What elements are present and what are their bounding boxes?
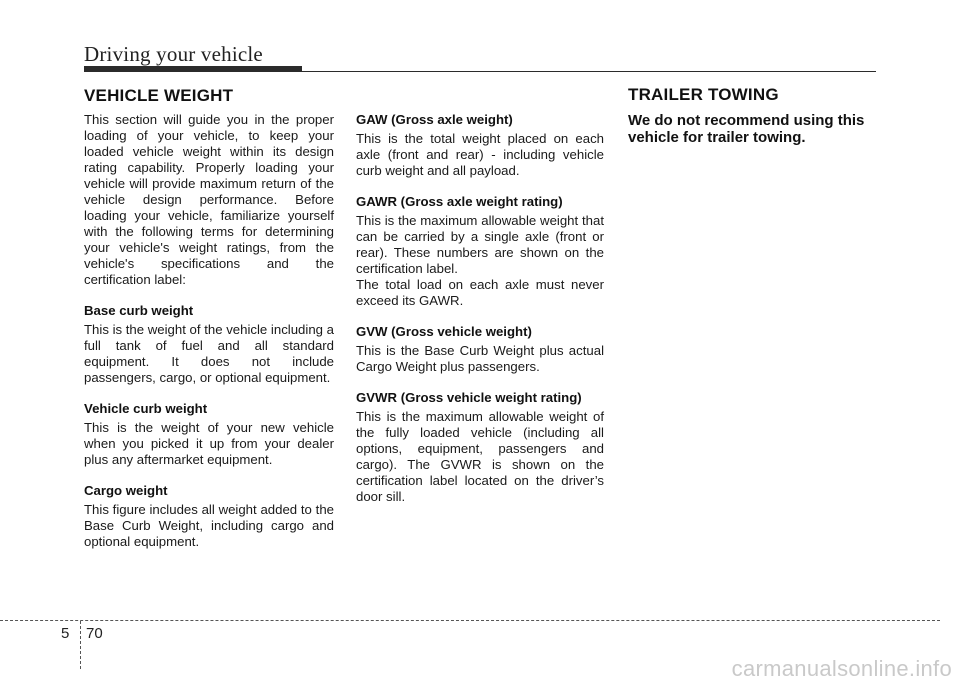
term-text: This is the Base Curb Weight plus actual Cargo Weight plus passengers. [356,343,604,374]
term-title: GAW (Gross axle weight) [356,112,513,127]
term-title: Vehicle curb weight [84,401,208,416]
intro-paragraph: This section will guide you in the proper loading of your vehicle, to keep your loaded vehicle weight within its design rating capability. Properly loading your vehicle will provide maximum return of the vehicle design performance. Before loading your vehicle, familiarize yourself with the following terms for determining your vehicle's weight ratings, from the vehicle's specifications and the certification label: [84,112,334,287]
term-text: This is the total weight placed on each axle (front and rear) - including vehicle curb weight and all payload. [356,131,604,178]
term-text: This is the weight of your new vehicle when you picked it up from your dealer plus any aftermarket equipment. [84,420,334,467]
page-section-number: 5 [61,625,70,642]
term-text: This is the weight of the vehicle including a full tank of fuel and all standard equipment. It does not include passengers, cargo, or optional equipment. [84,322,334,385]
vehicle-weight-heading: VEHICLE WEIGHT [84,86,234,105]
footer-rule [0,620,940,621]
term-text: This is the maximum allowable weight of the fully loaded vehicle (including all options, equipment, passengers and cargo). The GVWR is shown on the certification label located on the driver’s door sill. [356,409,604,504]
trailer-towing-text: We do not recommend using this vehicle for trailer towing. [628,112,865,146]
watermark: carmanualsonline.info [731,656,952,681]
trailer-towing-heading: TRAILER TOWING [628,85,779,104]
term-text: This figure includes all weight added to the Base Curb Weight, including cargo and optional equipment. [84,502,334,549]
term-title: GVWR (Gross vehicle weight rating) [356,390,582,405]
middle-column [356,112,604,505]
term-title: GAWR (Gross axle weight rating) [356,194,563,209]
term-text: The total load on each axle must never exceed its GAWR. [356,277,604,308]
header-rule [302,71,876,72]
page-number: 70 [86,625,103,642]
term-title: Cargo weight [84,483,168,498]
header-bar [84,66,302,72]
term-text: This is the maximum allowable weight that can be carried by a single axle (front or rear). These numbers are shown on the certification label. [356,213,604,276]
term-title: GVW (Gross vehicle weight) [356,324,532,339]
footer-divider [80,621,81,669]
header-title: Driving your vehicle [84,42,263,66]
left-column [84,112,334,550]
term-title: Base curb weight [84,303,194,318]
